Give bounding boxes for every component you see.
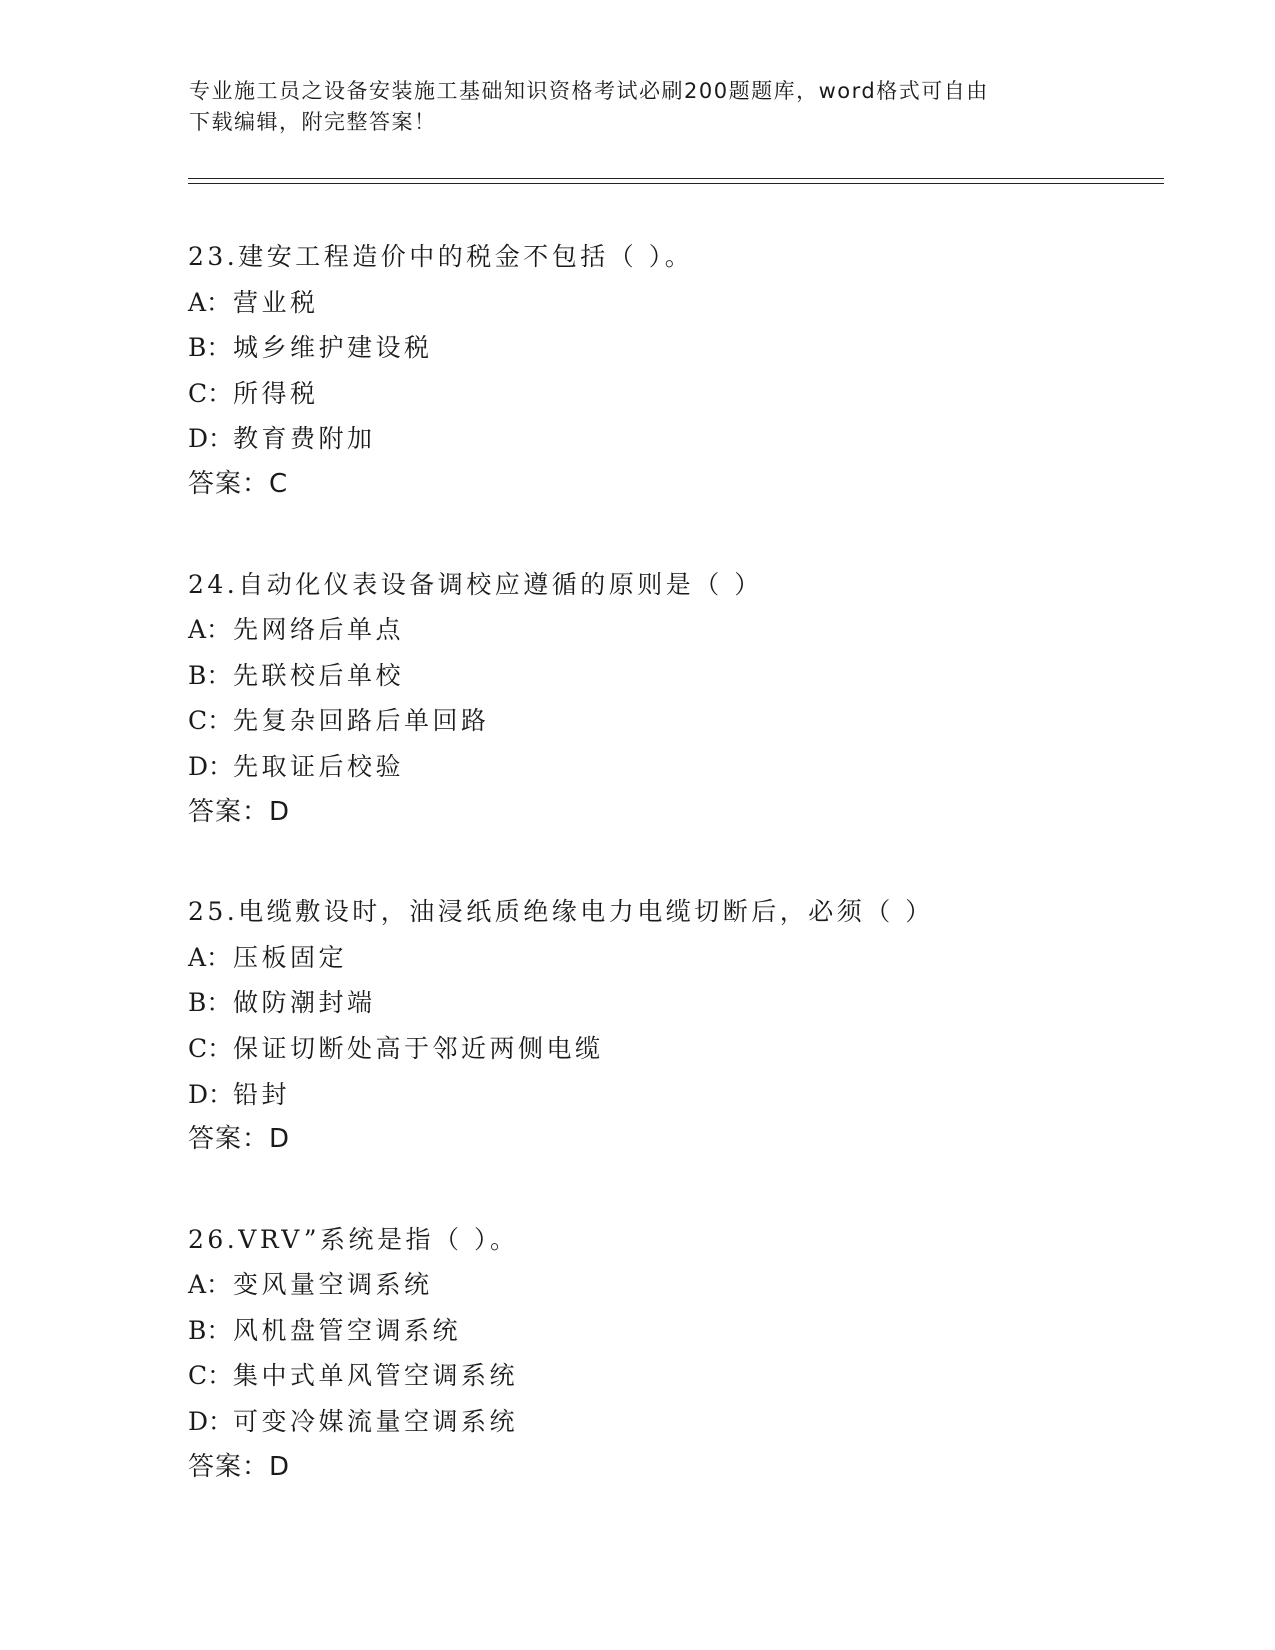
option-text: 做防潮封端 <box>233 988 376 1018</box>
question-stem: 23.建安工程造价中的税金不包括（ ）。 <box>188 242 694 271</box>
option-a <box>188 935 1168 981</box>
header-line-2: 下载编辑，附完整答案！ <box>189 110 437 134</box>
option-letter: A： <box>188 287 232 317</box>
option-b <box>188 980 1168 1026</box>
option-letter: C： <box>188 1033 233 1063</box>
option-letter: D： <box>188 1079 234 1109</box>
answer-label: 答案： <box>188 468 270 499</box>
option-letter: A： <box>188 942 232 972</box>
option-b <box>188 325 1168 371</box>
option-text: 压板固定 <box>233 942 348 972</box>
option-text: 营业税 <box>233 287 319 317</box>
option-letter: A： <box>188 615 232 645</box>
answer-label: 答案： <box>188 796 270 827</box>
option-letter: B： <box>188 333 232 363</box>
option-a <box>188 607 1168 653</box>
option-letter: B： <box>188 660 232 690</box>
question-25 <box>188 889 1168 1163</box>
option-letter: C： <box>188 1361 233 1391</box>
question-list <box>188 234 1168 1544</box>
option-c <box>188 371 1168 417</box>
option-letter: C： <box>188 378 233 408</box>
option-text: 先联校后单校 <box>233 660 405 690</box>
option-letter: C： <box>188 706 233 736</box>
option-c <box>188 698 1168 744</box>
option-a <box>188 1262 1168 1308</box>
question-stem: 25.电缆敷设时，油浸纸质绝缘电力电缆切断后，必须（ ） <box>188 897 934 927</box>
document-header <box>189 76 1079 138</box>
option-text: 先复杂回路后单回路 <box>233 706 490 736</box>
option-c <box>188 1353 1168 1399</box>
option-text: 先网络后单点 <box>233 615 405 645</box>
question-stem: 26.VRV”系统是指（ ）。 <box>188 1224 519 1254</box>
answer-line <box>188 790 1168 836</box>
option-text: 教育费附加 <box>233 424 376 454</box>
option-letter: B： <box>188 988 232 1018</box>
header-line-1: 专业施工员之设备安装施工基础知识资格考试必刷200题题库，word格式可自由 <box>189 79 989 103</box>
option-text: 变风量空调系统 <box>233 1270 433 1300</box>
answer-value: D <box>269 1124 291 1155</box>
option-d <box>188 416 1168 462</box>
option-letter: A： <box>188 1270 232 1300</box>
answer-line <box>188 1445 1168 1491</box>
option-text: 先取证后校验 <box>233 751 405 781</box>
option-text: 保证切断处高于邻近两侧电缆 <box>233 1033 604 1063</box>
option-a <box>188 280 1168 326</box>
option-d <box>188 1399 1168 1445</box>
option-d <box>188 744 1168 790</box>
option-letter: B： <box>188 1315 232 1345</box>
option-text: 风机盘管空调系统 <box>233 1315 462 1345</box>
header-divider-bottom <box>188 183 1164 184</box>
answer-label: 答案： <box>188 1124 270 1155</box>
answer-line <box>188 1117 1168 1163</box>
option-b <box>188 653 1168 699</box>
option-d <box>188 1072 1168 1118</box>
question-24 <box>188 562 1168 836</box>
header-divider-top <box>188 178 1164 179</box>
option-letter: D： <box>188 424 234 454</box>
question-stem: 24.自动化仪表设备调校应遵循的原则是（ ） <box>188 569 763 599</box>
answer-line <box>188 462 1168 508</box>
question-23 <box>188 234 1168 508</box>
option-text: 所得税 <box>233 378 319 408</box>
option-text: 铅封 <box>233 1079 291 1109</box>
answer-label: 答案： <box>188 1451 270 1482</box>
answer-value: D <box>269 1451 291 1482</box>
answer-value: D <box>269 796 291 827</box>
option-b <box>188 1308 1168 1354</box>
option-letter: D： <box>188 1407 234 1437</box>
option-text: 城乡维护建设税 <box>233 333 433 363</box>
option-c <box>188 1026 1168 1072</box>
option-letter: D： <box>188 751 234 781</box>
option-text: 集中式单风管空调系统 <box>233 1361 519 1391</box>
answer-value: C <box>269 468 289 499</box>
question-26 <box>188 1217 1168 1491</box>
option-text: 可变冷媒流量空调系统 <box>233 1407 519 1437</box>
